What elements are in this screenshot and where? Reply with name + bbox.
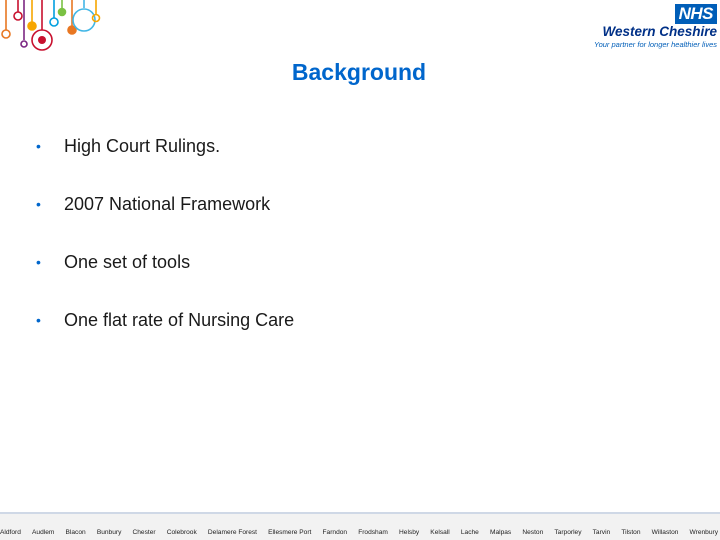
- footer-town: Helsby: [399, 529, 420, 536]
- footer-town: Wrenbury: [689, 529, 718, 536]
- nhs-western-cheshire-logo: [582, 4, 720, 50]
- bullet-marker: •: [36, 254, 41, 270]
- bullet-text: One set of tools: [64, 251, 191, 272]
- footer-bar: [0, 512, 720, 540]
- footer-town: Frodsham: [358, 529, 388, 536]
- footer-town: Delamere Forest: [207, 529, 258, 536]
- bullet-text: One flat rate of Nursing Care: [64, 309, 295, 330]
- footer-town: Blacon: [65, 529, 86, 536]
- bullet-text: High Court Rulings.: [64, 135, 221, 156]
- slide-title: Background: [291, 59, 427, 85]
- footer-town: Tilston: [621, 529, 641, 536]
- bullet-text: 2007 National Framework: [64, 193, 271, 214]
- bullet-marker: •: [36, 196, 41, 212]
- footer-town: Malpas: [489, 529, 512, 536]
- decorative-circles-graphic: [0, 0, 110, 56]
- footer-town: Farndon: [322, 529, 348, 536]
- footer-town: Tarporley: [554, 529, 582, 536]
- footer-town: Bunbury: [96, 529, 122, 536]
- bullet-item: [36, 186, 294, 222]
- nhs-badge: NHS: [675, 4, 717, 24]
- footer-town: Audlem: [32, 529, 55, 536]
- footer-town: Tarvin: [592, 529, 611, 536]
- organisation-tagline: Your partner for longer healthier lives: [594, 40, 717, 49]
- footer-divider: [0, 512, 720, 514]
- footer-town: Ellesmere Port: [268, 529, 312, 536]
- footer-town: Willaston: [651, 529, 679, 536]
- bullet-item: [36, 302, 294, 338]
- footer-town: Colebrook: [166, 529, 197, 536]
- footer-town: Lache: [460, 529, 479, 536]
- footer-town: Kelsall: [430, 529, 450, 536]
- footer-town: Aldford: [0, 529, 21, 536]
- bullet-marker: •: [36, 138, 41, 154]
- bullet-list: [36, 128, 294, 360]
- footer-town-list: [0, 529, 718, 536]
- bullet-marker: •: [36, 312, 41, 328]
- organisation-name: Western Cheshire: [602, 24, 717, 39]
- footer-town: Chester: [132, 529, 156, 536]
- bullet-item: [36, 244, 294, 280]
- bullet-item: [36, 128, 294, 164]
- footer-town: Neston: [522, 529, 544, 536]
